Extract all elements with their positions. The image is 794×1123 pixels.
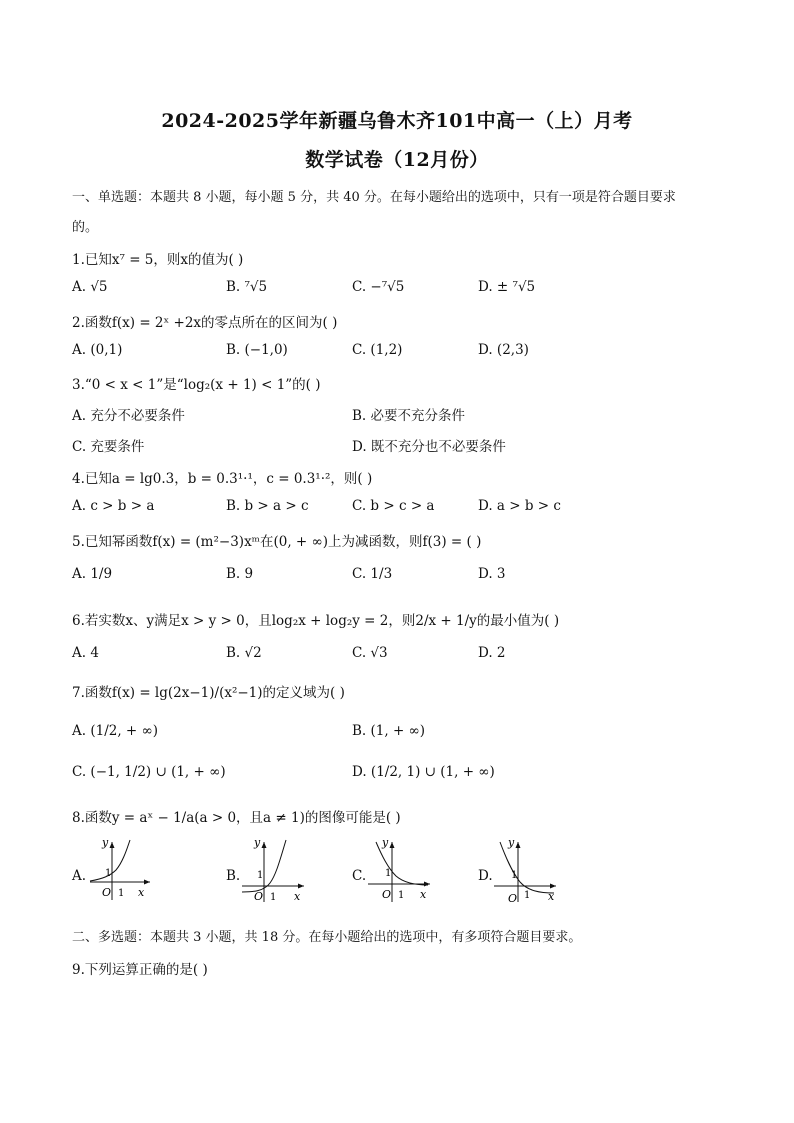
- q1-option-c: C. −⁷√5: [352, 279, 405, 295]
- q7-option-d: D. (1/2, 1) ∪ (1, + ∞): [352, 764, 495, 780]
- section1-heading: 一、单选题：本题共 8 小题，每小题 5 分，共 40 分。在每小题给出的选项中，只有一项是符合题目要求: [72, 190, 676, 205]
- q6-option-b: B. √2: [226, 645, 262, 661]
- q5-option-b: B. 9: [226, 566, 254, 582]
- graph-d-one-y-label: 1: [511, 870, 518, 881]
- q7-option-a: A. (1/2, + ∞): [72, 723, 159, 739]
- q4-stem: 4.已知a = lg0.3，b = 0.3¹·¹，c = 0.3¹·²，则( ): [72, 471, 373, 487]
- q2-option-c: C. (1,2): [352, 342, 403, 358]
- graph-d-x-label: x: [548, 890, 555, 903]
- graph-d-y-label: y: [508, 838, 515, 849]
- exam-subtitle: 数学试卷（12月份）: [305, 149, 489, 171]
- q4-option-b: B. b > a > c: [226, 498, 309, 514]
- q1-stem: 1.已知x⁷ = 5，则x的值为( ): [72, 252, 244, 268]
- q8-graph-a: [88, 838, 158, 908]
- q6-option-d: D. 2: [478, 645, 506, 661]
- q7-stem: 7.函数f(x) = lg(2x−1)/(x²−1)的定义域为( ): [72, 685, 345, 701]
- q6-stem: 6.若实数x、y满足x > y > 0，且log₂x + log₂y = 2，则2/x + 1/y的最小值为( ): [72, 613, 560, 629]
- q8-graph-c: [366, 838, 436, 908]
- q7-option-c: C. (−1, 1/2) ∪ (1, + ∞): [72, 764, 226, 780]
- q8-option-b: B.: [226, 868, 241, 884]
- graph-a-y-label: y: [102, 838, 109, 849]
- q9-stem: 9.下列运算正确的是( ): [72, 962, 208, 978]
- graph-a-one-y-label: 1: [105, 868, 112, 879]
- q4-option-c: C. b > c > a: [352, 498, 435, 514]
- q2-option-a: A. (0,1): [72, 342, 123, 358]
- graph-a-origin-label: O: [102, 886, 112, 899]
- q3-stem: 3.“0 < x < 1”是“log₂(x + 1) < 1”的( ): [72, 377, 321, 393]
- q4-option-d: D. a > b > c: [478, 498, 561, 514]
- q6-option-a: A. 4: [72, 645, 99, 661]
- q1-option-d: D. ± ⁷√5: [478, 279, 536, 295]
- q7-option-b: B. (1, + ∞): [352, 723, 426, 739]
- q2-option-d: D. (2,3): [478, 342, 529, 358]
- q3-option-a: A. 充分不必要条件: [72, 408, 185, 424]
- q3-option-c: C. 充要条件: [72, 439, 145, 455]
- q8-option-c: C.: [352, 868, 367, 884]
- q3-option-b: B. 必要不充分条件: [352, 408, 466, 424]
- graph-b-y-label: y: [254, 838, 261, 849]
- graph-c-y-label: y: [382, 838, 389, 849]
- exam-title: 2024-2025学年新疆乌鲁木齐101中高一（上）月考: [161, 110, 633, 132]
- graph-b-one-label: 1: [270, 892, 277, 903]
- graph-c-one-label: 1: [398, 890, 405, 901]
- q3-option-d: D. 既不充分也不必要条件: [352, 439, 506, 455]
- q8-stem: 8.函数y = aˣ − 1/a(a > 0，且a ≠ 1)的图像可能是( ): [72, 810, 401, 826]
- section2-heading: 二、多选题：本题共 3 小题，共 18 分。在每小题给出的选项中，有多项符合题目要求。: [72, 930, 582, 945]
- q2-option-b: B. (−1,0): [226, 342, 288, 358]
- q8-graph-b: [240, 838, 310, 908]
- graph-c-one-y-label: 1: [385, 868, 392, 879]
- q1-option-b: B. ⁷√5: [226, 279, 268, 295]
- q1-option-a: A. √5: [72, 279, 108, 295]
- graph-a-one-label: 1: [118, 888, 125, 899]
- q5-stem: 5.已知幂函数f(x) = (m²−3)xᵐ在(0, + ∞)上为减函数，则f(3) = ( ): [72, 534, 482, 550]
- graph-b-one-y-label: 1: [257, 870, 264, 881]
- graph-c-x-label: x: [420, 888, 427, 901]
- graph-d-origin-label: O: [508, 892, 518, 904]
- q5-option-c: C. 1/3: [352, 566, 393, 582]
- q2-stem: 2.函数f(x) = 2ˣ +2x的零点所在的区间为( ): [72, 315, 338, 331]
- graph-a-x-label: x: [138, 886, 145, 899]
- graph-d-one-label: 1: [524, 890, 531, 901]
- graph-b-x-label: x: [294, 890, 301, 903]
- q8-option-a: A.: [72, 868, 87, 884]
- section1-heading-cont: 的。: [72, 220, 99, 235]
- graph-b-origin-label: O: [254, 890, 264, 903]
- q8-graph-d: [492, 838, 562, 908]
- q4-option-a: A. c > b > a: [72, 498, 155, 514]
- q6-option-c: C. √3: [352, 645, 388, 661]
- q8-option-d: D.: [478, 868, 493, 884]
- graph-c-origin-label: O: [382, 888, 392, 901]
- q5-option-d: D. 3: [478, 566, 506, 582]
- q5-option-a: A. 1/9: [72, 566, 113, 582]
